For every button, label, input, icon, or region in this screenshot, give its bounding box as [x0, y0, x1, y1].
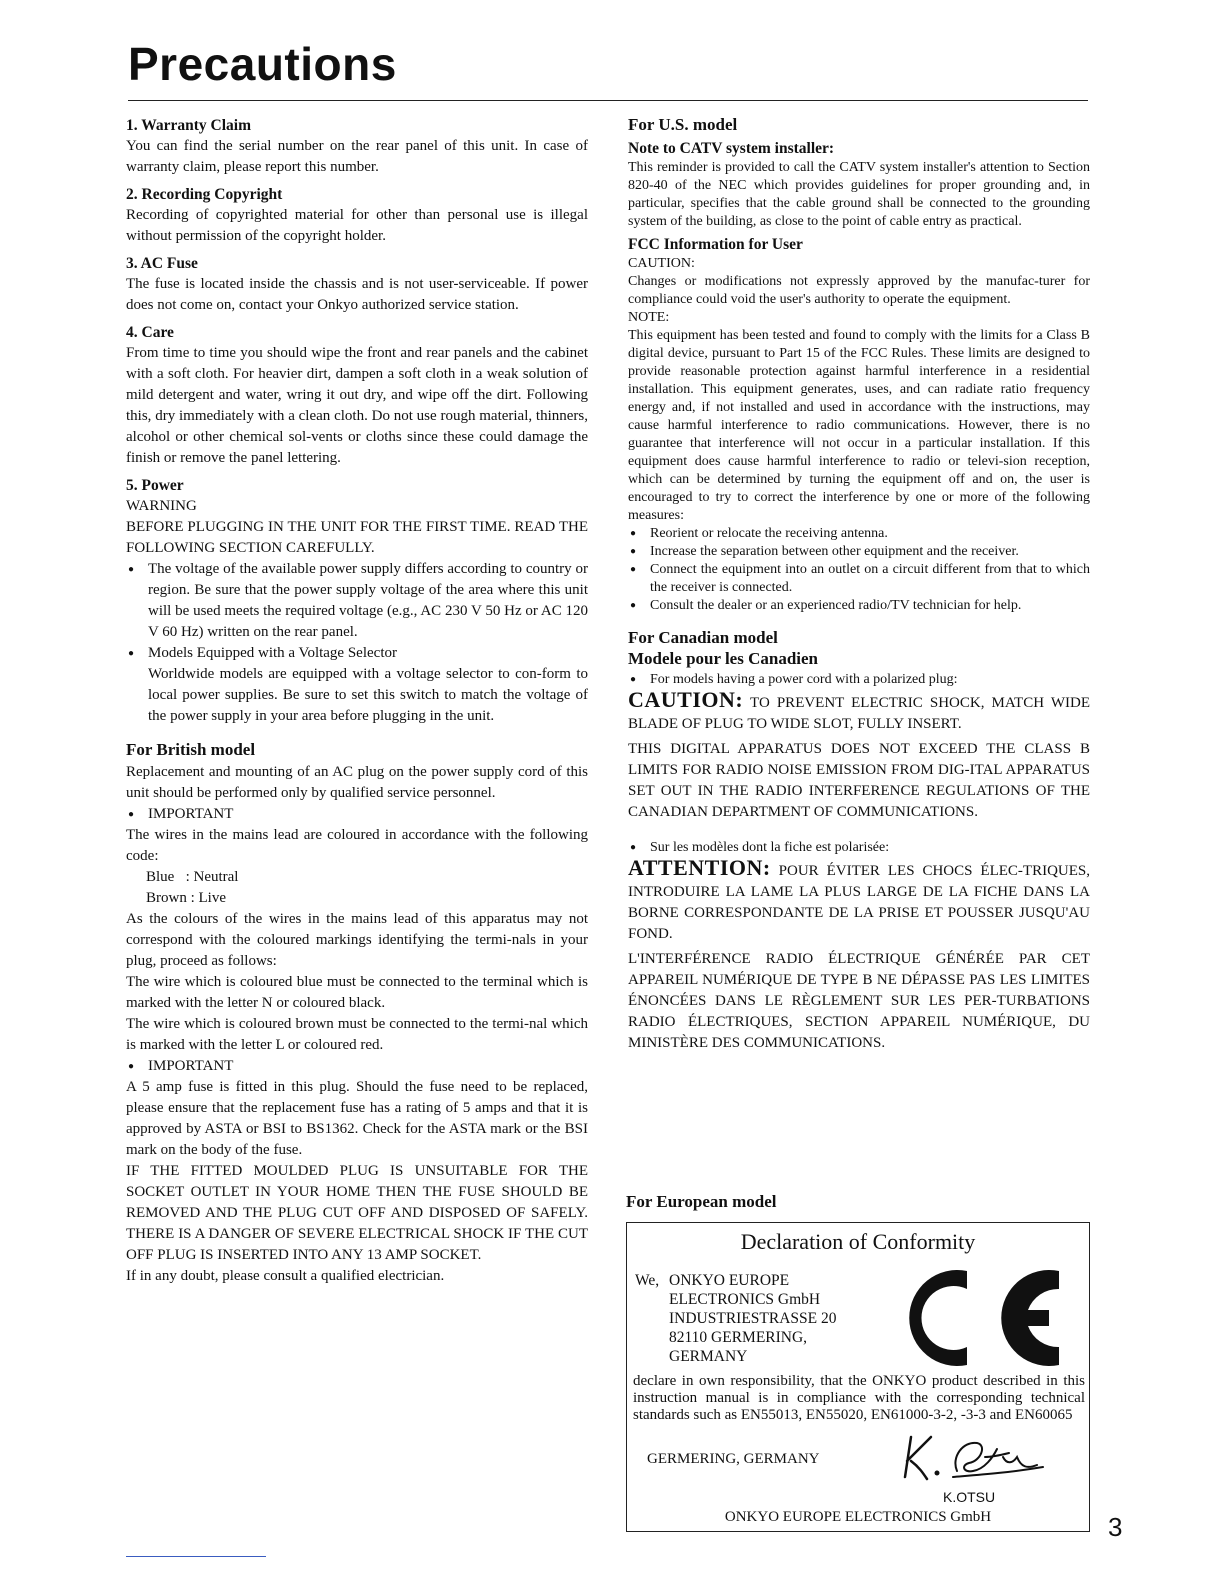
british-important-1: ● IMPORTANT	[126, 804, 588, 825]
left-column	[126, 112, 588, 1287]
fcc-note-text: This equipment has been tested and found to comply with the limits for a Class B digital device, pursuant to Part 15 of the FCC Rules. These limits are designed to provide reasonable protection against harmful interference in a residential installation. This equipment generates, uses, and can radiate ratio frequency energy and, if not installed and used in accordance with the instructions, may cause harmful interference to radio communications. However, there is no guarantee that interference will not occur in a particular installation. If this equipment does cause harmful interference to radio or televi-sion reception, which can be determined by turning the equipment off and on, the user is encouraged to try to correct the interference by one or more of the following measures:	[628, 328, 1090, 523]
address-line: 82110 GERMERING,	[669, 1329, 808, 1346]
warranty-text: You can find the serial number on the rear panel of this unit. In case of warranty claim, please report this number.	[126, 138, 588, 175]
british-wires-text: The wires in the mains lead are coloured in accordance with the following code:	[126, 827, 588, 864]
european-model-heading: For European model	[626, 1192, 777, 1211]
declaration-text: declare in own responsibility, that the ONKYO product described in this instruction manual is in compliance with the corresponding technical standards such as EN55013, EN55020, EN61000-3-2, -3-3 and EN60065	[633, 1373, 1085, 1423]
catv-text: This reminder is provided to call the CATV system installer's attention to Section 820-40 of the NEC which provides guidelines for proper grounding and, in particular, specifies that the cable ground shall be connected to the grounding system of the building, as close to the point of cable entry as practical.	[628, 160, 1090, 229]
french-attention-text: POUR ÉVITER LES CHOCS ÉLEC-TRIQUES, INTRODUIRE LA LAME LA PLUS LARGE DE LA FICHE DANS LA BORNE CORRESPONDANTE DE LA PRISE ET POUSSER JUSQU'AU FOND.	[628, 863, 1090, 942]
power-bullet-voltage: ● The voltage of the available power supply differs according to country or region. Be sure that the power supply voltage of the area where this unit will be used meets the required voltage (e.g., AC 230 V 50 Hz or AC 120 V 60 Hz) written on the rear panel.	[126, 559, 588, 643]
fcc-bullet-separation: ● Increase the separation between other equipment and the receiver.	[628, 543, 1090, 561]
power-warning-label: WARNING	[126, 498, 197, 514]
canada-caution-word: CAUTION:	[628, 687, 744, 712]
declaration-title: Declaration of Conformity	[740, 1229, 976, 1254]
address-line: GERMANY	[669, 1348, 748, 1365]
fcc-caution-label: CAUTION:	[628, 256, 695, 271]
fcc-caution-text: Changes or modifications not expressly approved by the manufac-turer for compliance could void the user's authority to operate the equipment.	[628, 274, 1090, 307]
power-selector-text: Worldwide models are equipped with a voltage selector to con-form to local power supplies. Be sure to set this switch to match the voltage of the power supply in your area before plugging in the unit.	[148, 666, 588, 724]
power-warning-text: BEFORE PLUGGING IN THE UNIT FOR THE FIRST TIME. READ THE FOLLOWING SECTION CAREFULLY.	[126, 519, 588, 556]
british-plug-text: Replacement and mounting of an AC plug on the power supply cord of this unit should be performed only by qualified service personnel.	[126, 764, 588, 801]
copyright-text: Recording of copyrighted material for other than personal use is illegal without permission of the copyright holder.	[126, 207, 588, 244]
catv-heading: Note to CATV system installer:	[628, 140, 835, 157]
wire-code-blue: Blue : Neutral	[146, 869, 239, 885]
ce-mark-icon	[889, 1263, 1069, 1373]
british-colours-text: As the colours of the wires in the mains lead of this apparatus may not correspond with the coloured markings identifying the termi-nals in your plug, proceed as follows:	[126, 911, 588, 969]
ac-fuse-text: The fuse is located inside the chassis and is not user-serviceable. If power does not come on, contact your Onkyo authorized service station.	[126, 276, 588, 313]
british-brown-wire-text: The wire which is coloured brown must be connected to the termi-nal which is marked with the letter L or coloured red.	[126, 1016, 588, 1053]
declaration-of-conformity-box	[626, 1222, 1090, 1532]
wire-code-brown: Brown : Live	[146, 890, 226, 906]
page-number: 3	[1108, 1512, 1123, 1542]
french-attention-word: ATTENTION:	[628, 855, 771, 880]
power-bullet-selector: ● Models Equipped with a Voltage Selector	[126, 643, 588, 664]
section-heading-power: 5. Power	[126, 477, 184, 494]
british-blue-wire-text: The wire which is coloured blue must be connected to the terminal which is marked with the letter N or coloured black.	[126, 974, 588, 1011]
footer-rule	[126, 1556, 266, 1557]
french-interference-text: L'INTERFÉRENCE RADIO ÉLECTRIQUE GÉNÉRÉE PAR CET APPAREIL NUMÉRIQUE DE TYPE B NE DÉPASSE PAS LES LIMITES ÉNONCÉES DANS LE RÈGLEMENT SUR LES PER-TURBATIONS RADIO ÉLECTRIQUES, SECTION APPAREIL NUMÉRIQUE, DU MINISTÈRE DES COMMUNICATIONS.	[628, 951, 1090, 1051]
section-heading-warranty: 1. Warranty Claim	[126, 117, 251, 134]
canada-bullet-polarized: ● For models having a power cord with a polarized plug:	[628, 671, 1090, 689]
care-text: From time to time you should wipe the front and rear panels and the cabinet with a soft cloth. For heavier dirt, dampen a soft cloth in a weak solution of mild detergent and water, wring it out dry, and wipe off the dirt. Following this, dry immediately with a clean cloth. Do not use rough material, thinners, alcohol or other chemical sol-vents or cloths since these could damage the finish or remove the panel lettering.	[126, 345, 588, 466]
title-rule	[128, 100, 1088, 101]
section-heading-ac-fuse: 3. AC Fuse	[126, 255, 198, 272]
right-column	[628, 114, 1090, 1054]
british-plug-warning: IF THE FITTED MOULDED PLUG IS UNSUITABLE FOR THE SOCKET OUTLET IN YOUR HOME THEN THE FUSE SHOULD BE REMOVED AND THE PLUG CUT OFF AND DISPOSED OF SAFELY. THERE IS A DANGER OF SEVERE ELECTRICAL SHOCK IF THE CUT OFF PLUG IS INSERTED INTO ANY 13 AMP SOCKET.	[126, 1163, 588, 1263]
page-title: Precautions	[128, 38, 397, 90]
address-line: ONKYO EUROPE	[669, 1272, 790, 1289]
british-consult-text: If in any doubt, please consult a qualified electrician.	[126, 1268, 445, 1284]
fcc-bullet-consult: ● Consult the dealer or an experienced radio/TV technician for help.	[628, 597, 1090, 615]
fcc-bullet-outlet: ● Connect the equipment into an outlet on a circuit different from that to which the receiver is connected.	[628, 561, 1090, 597]
declaration-company: ONKYO EUROPE ELECTRONICS GmbH	[724, 1509, 992, 1525]
signer-name: K.OTSU	[943, 1489, 996, 1505]
french-bullet-polarized: ● Sur les modèles dont la fiche est polarisée:	[628, 839, 1090, 857]
fcc-heading: FCC Information for User	[628, 236, 803, 253]
british-important-2: ● IMPORTANT	[126, 1056, 588, 1077]
declaration-place: GERMERING, GERMANY	[647, 1451, 820, 1467]
signature-icon	[897, 1427, 1047, 1483]
british-fuse-text: A 5 amp fuse is fitted in this plug. Should the fuse need to be replaced, please ensure that the replacement fuse has a rating of 5 amps and that it is approved by ASTA or BSI to BS1362. Check for the ASTA mark or the BSI mark on the body of the fuse.	[126, 1079, 588, 1158]
address-line: INDUSTRIESTRASSE 20	[669, 1310, 837, 1327]
declaration-we: We,	[635, 1272, 660, 1289]
canadian-model-heading: For Canadian model	[628, 628, 778, 647]
section-heading-copyright: 2. Recording Copyright	[126, 186, 283, 203]
section-heading-care: 4. Care	[126, 324, 174, 341]
fcc-bullet-reorient: ● Reorient or relocate the receiving antenna.	[628, 525, 1090, 543]
fcc-note-label: NOTE:	[628, 310, 670, 325]
british-model-heading: For British model	[126, 740, 256, 759]
address-line: ELECTRONICS GmbH	[669, 1291, 821, 1308]
canada-caution-text: TO PREVENT ELECTRIC SHOCK, MATCH WIDE BLADE OF PLUG TO WIDE SLOT, FULLY INSERT.	[628, 695, 1091, 732]
us-model-heading: For U.S. model	[628, 115, 738, 134]
canadian-model-heading-fr: Modele pour les Canadien	[628, 649, 819, 668]
declaration-address	[669, 1271, 837, 1366]
canada-digital-apparatus-text: THIS DIGITAL APPARATUS DOES NOT EXCEED THE CLASS B LIMITS FOR RADIO NOISE EMISSION FROM DIG-ITAL APPARATUS SET OUT IN THE RADIO INTERFERENCE REGULATIONS OF THE CANADIAN DEPARTMENT OF COMMUNICATIONS.	[628, 741, 1090, 820]
